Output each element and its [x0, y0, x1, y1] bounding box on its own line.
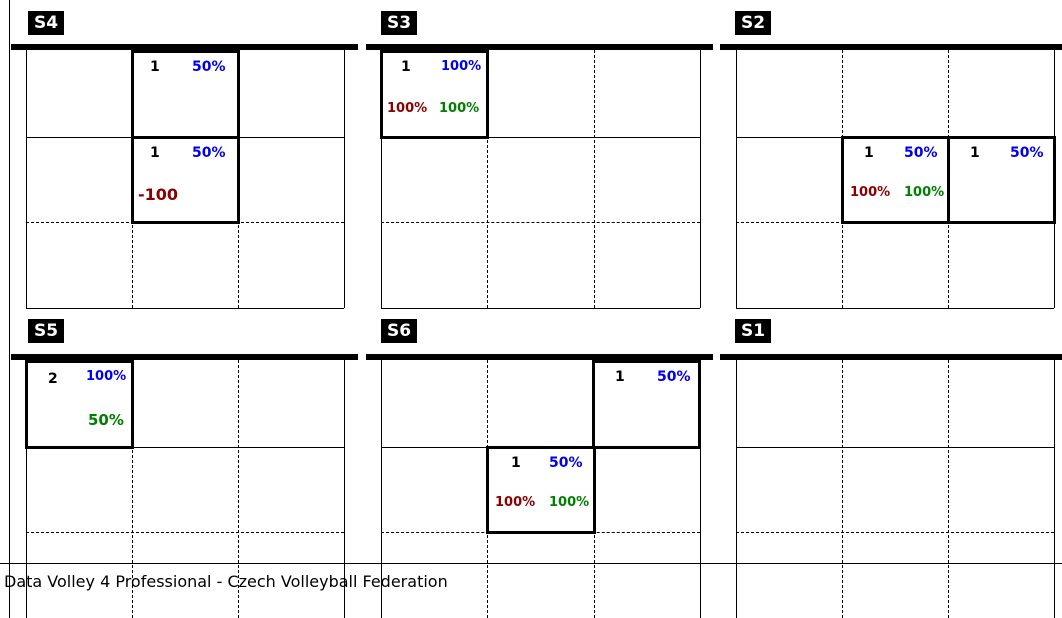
cell-negative-value: 100% — [495, 495, 536, 510]
court-top-bar — [720, 354, 1062, 360]
cell-negative-value: 100% — [387, 101, 428, 116]
zone-cell[interactable] — [25, 360, 134, 449]
page-border-left — [9, 0, 10, 618]
zone-label-s6: S6 — [381, 319, 417, 343]
cell-count: 2 — [48, 371, 58, 387]
zone-cell[interactable] — [380, 50, 489, 139]
cell-count: 1 — [864, 145, 874, 161]
cell-positive-value: 100% — [549, 495, 590, 510]
attack-line — [736, 447, 1054, 448]
cell-negative-value: -100 — [138, 185, 179, 204]
cell-positive-value: 100% — [904, 185, 945, 200]
cell-count: 1 — [150, 145, 160, 161]
zone-label-s1: S1 — [735, 319, 771, 343]
grid-line — [948, 360, 949, 618]
zone-cell[interactable] — [947, 136, 1056, 224]
court-border — [26, 50, 27, 308]
court-border — [26, 308, 344, 309]
court-border — [700, 50, 701, 308]
cell-negative-value: 100% — [850, 185, 891, 200]
cell-count: 1 — [401, 59, 411, 75]
cell-percent: 50% — [192, 59, 226, 75]
cell-percent: 100% — [441, 59, 482, 74]
zone-cell[interactable] — [592, 360, 701, 449]
zone-cell[interactable] — [841, 136, 950, 224]
zone-label-s5: S5 — [28, 319, 64, 343]
grid-line — [736, 532, 1054, 533]
zone-cell[interactable] — [131, 136, 240, 224]
grid-line — [26, 532, 344, 533]
page-divider — [0, 563, 1062, 564]
cell-positive-value: 50% — [88, 411, 124, 429]
zone-label-s3: S3 — [381, 11, 417, 35]
zone-cell[interactable] — [131, 50, 240, 139]
grid-line — [842, 360, 843, 618]
cell-percent: 50% — [549, 455, 583, 471]
court-border — [344, 50, 345, 308]
cell-percent: 100% — [86, 369, 127, 384]
cell-count: 1 — [615, 369, 625, 385]
cell-percent: 50% — [657, 369, 691, 385]
grid-line — [594, 50, 595, 308]
cell-count: 1 — [150, 59, 160, 75]
court-top-bar — [720, 44, 1062, 50]
court-border — [736, 50, 737, 308]
zone-label-s4: S4 — [28, 11, 64, 35]
zone-cell[interactable] — [486, 446, 596, 534]
court-border — [736, 360, 737, 618]
cell-positive-value: 100% — [439, 101, 480, 116]
cell-count: 1 — [511, 455, 521, 471]
court-border — [381, 308, 700, 309]
cell-percent: 50% — [192, 145, 226, 161]
court-border — [1054, 360, 1055, 618]
cell-percent: 50% — [904, 145, 938, 161]
court-border — [736, 308, 1054, 309]
footer-credit: Data Volley 4 Professional - Czech Volleyball Federation — [4, 572, 448, 591]
grid-line — [381, 222, 700, 223]
cell-percent: 50% — [1010, 145, 1044, 161]
cell-count: 1 — [970, 145, 980, 161]
zone-label-s2: S2 — [735, 11, 771, 35]
